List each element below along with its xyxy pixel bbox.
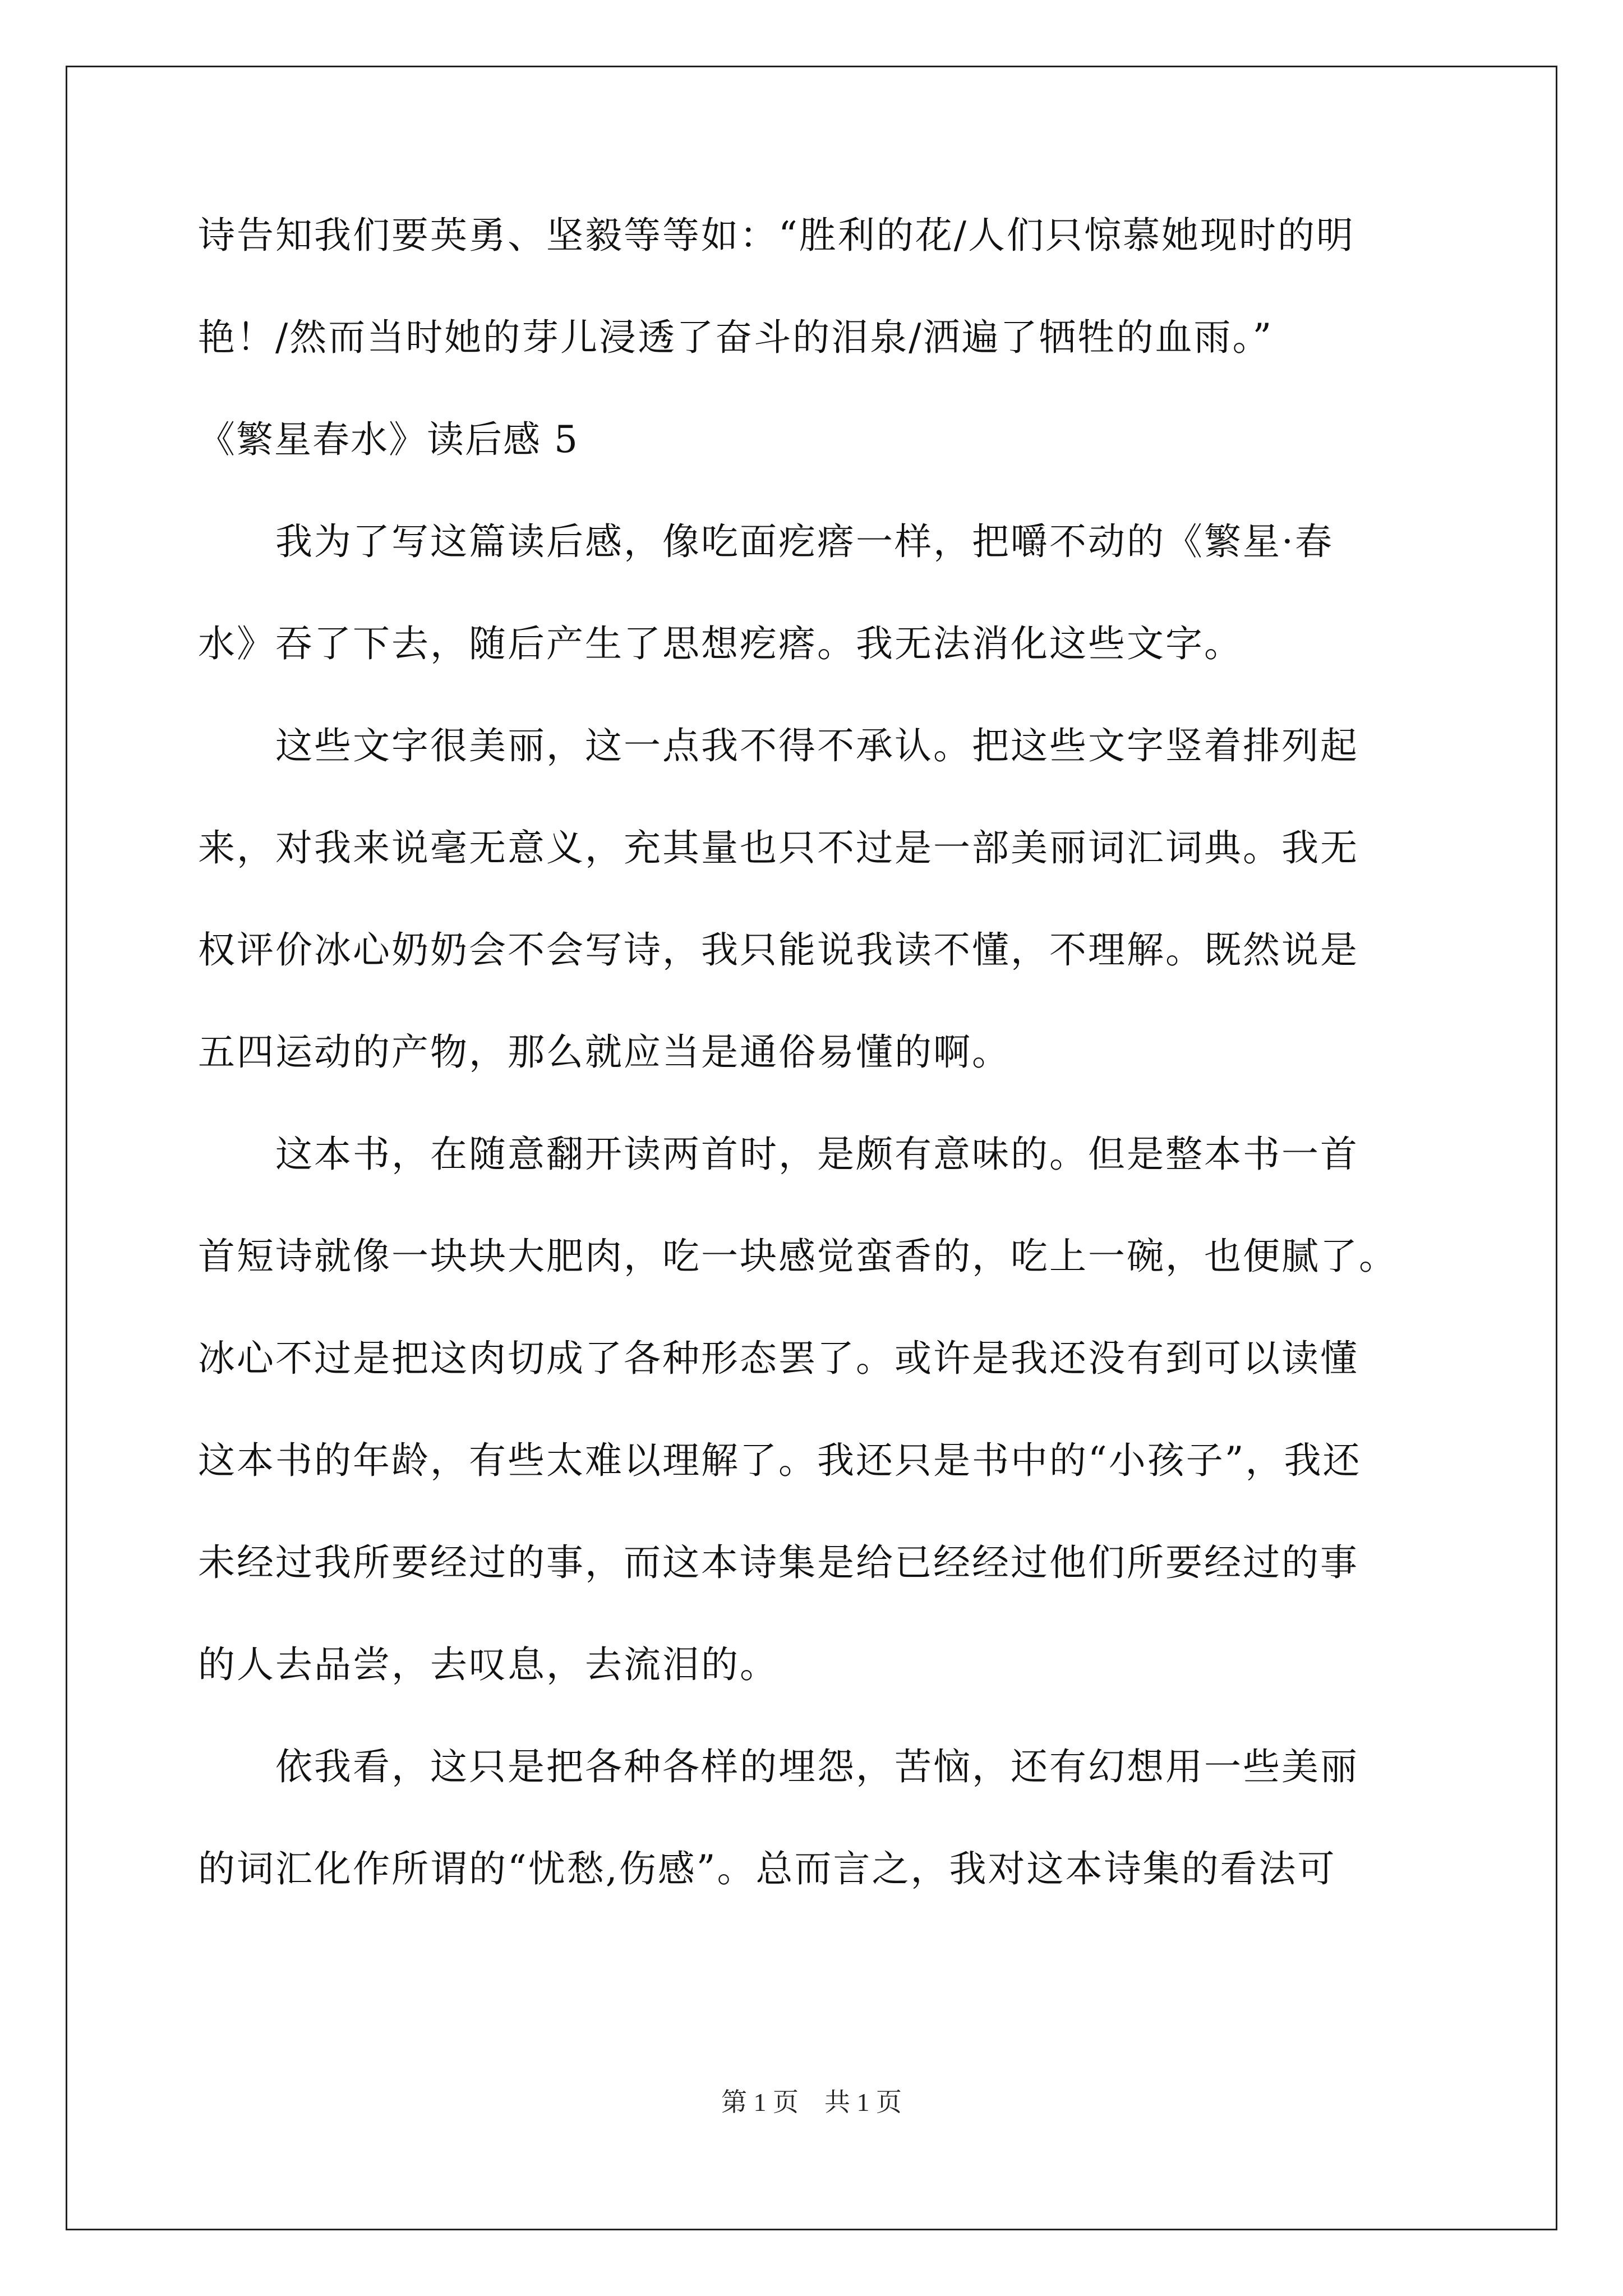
paragraph-first-line: 我为了写这篇读后感，像吃面疙瘩一样，把嚼不动的《繁星·春 — [275, 520, 1334, 563]
text-line: 来，对我来说毫无意义，充其量也只不过是一部美丽词汇词典。我无 — [198, 826, 1359, 869]
text-line: 这本书的年龄，有些太难以理解了。我还只是书中的“小孩子”，我还 — [198, 1439, 1362, 1482]
page-number-footer: 第 1 页 共 1 页 — [721, 2088, 902, 2116]
text-line: 五四运动的产物，那么就应当是通俗易懂的啊。 — [198, 1030, 1011, 1074]
text-line: 的词汇化作所谓的“忧愁,伤感”。总而言之，我对这本诗集的看法可 — [198, 1847, 1336, 1890]
paragraph-first-line: 依我看，这只是把各种各样的埋怨，苦恼，还有幻想用一些美丽 — [275, 1745, 1359, 1788]
text-line: 冰心不过是把这肉切成了各种形态罢了。或许是我还没有到可以读懂 — [198, 1337, 1359, 1380]
text-line: 权评价冰心奶奶会不会写诗，我只能说我读不懂，不理解。既然说是 — [198, 928, 1359, 972]
text-line: 水》吞了下去，随后产生了思想疙瘩。我无法消化这些文字。 — [198, 622, 1243, 665]
text-line: 诗告知我们要英勇、坚毅等等如：“胜利的花/人们只惊慕她现时的明 — [198, 214, 1355, 257]
paragraph-first-line: 这些文字很美丽，这一点我不得不承认。把这些文字竖着排列起 — [275, 724, 1359, 767]
text-line: 首短诗就像一块块大肥肉，吃一块感觉蛮香的，吃上一碗，也便腻了。 — [198, 1235, 1398, 1278]
section-title: 《繁星春水》读后感 5 — [198, 418, 579, 461]
text-line: 艳！/然而当时她的芽儿浸透了奋斗的泪泉/洒遍了牺牲的血雨。” — [198, 316, 1274, 359]
paragraph-first-line: 这本书，在随意翻开读两首时，是颇有意味的。但是整本书一首 — [275, 1133, 1359, 1176]
text-line: 的人去品尝，去叹息，去流泪的。 — [198, 1643, 778, 1686]
document-body — [198, 210, 1432, 1946]
text-line: 未经过我所要经过的事，而这本诗集是给已经经过他们所要经过的事 — [198, 1541, 1359, 1584]
